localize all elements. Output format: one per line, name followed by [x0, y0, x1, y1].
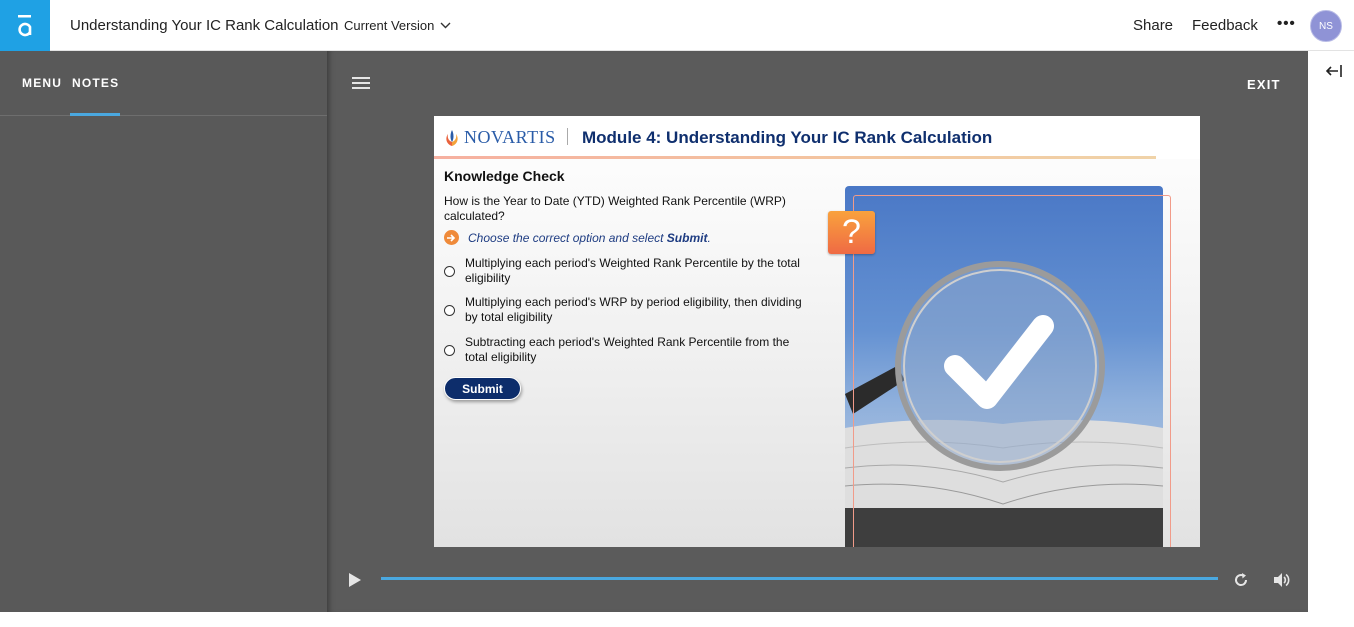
slide-header [434, 116, 1200, 159]
option-label: Multiplying each period's Weighted Rank Percentile by the total eligibility [465, 256, 800, 285]
novartis-brand [444, 127, 556, 148]
avatar[interactable]: NS [1310, 10, 1342, 42]
collapse-panel-icon[interactable] [1326, 64, 1344, 78]
play-icon[interactable] [347, 572, 363, 588]
photo-frame [853, 195, 1171, 547]
bottom-strip [0, 612, 1354, 627]
instruction-prefix: Choose the correct option and select [468, 230, 667, 245]
hamburger-menu-icon[interactable] [352, 77, 370, 89]
instruction-suffix: . [707, 230, 711, 245]
header-rule [434, 156, 1156, 159]
instruction-text [468, 231, 711, 245]
instruction-emphasis: Submit [666, 230, 708, 245]
radio-button[interactable] [444, 266, 455, 277]
replay-icon[interactable] [1232, 571, 1250, 589]
knowledge-check-heading: Knowledge Check [444, 168, 565, 184]
sidebar-divider [0, 115, 327, 116]
sidebar-panel [0, 51, 327, 612]
instruction [444, 230, 711, 245]
option-label: Subtracting each period's Weighted Rank Percentile from the total eligibility [465, 335, 790, 364]
question-text: How is the Year to Date (YTD) Weighted Rank Percentile (WRP) calculated? [444, 194, 786, 223]
radio-button[interactable] [444, 345, 455, 356]
share-button[interactable]: Share [1133, 17, 1174, 34]
chevron-down-icon [440, 22, 451, 29]
novartis-flame-icon [444, 129, 460, 147]
option-label: Multiplying each period's WRP by period eligibility, then dividing by total eligibility [465, 295, 802, 324]
top-bar [0, 0, 1354, 51]
version-label: Current Version [344, 18, 435, 33]
answer-option[interactable] [444, 295, 815, 325]
module-title: Module 4: Understanding Your IC Rank Calculation [582, 128, 993, 147]
tab-menu[interactable]: MENU [22, 76, 63, 90]
seek-bar-progress [381, 577, 1218, 580]
question-mark-badge: ? [828, 211, 875, 254]
tab-notes[interactable]: NOTES [72, 76, 120, 90]
answer-option[interactable] [444, 256, 815, 286]
radio-button[interactable] [444, 305, 455, 316]
arrow-right-icon [444, 230, 459, 245]
feedback-button[interactable]: Feedback [1192, 17, 1258, 34]
active-tab-indicator [70, 113, 120, 116]
seek-bar[interactable] [381, 577, 1218, 580]
volume-icon[interactable] [1273, 571, 1291, 589]
articulate-logo-icon[interactable] [0, 0, 50, 51]
course-player [327, 51, 1308, 612]
more-options-icon[interactable]: ••• [1277, 15, 1296, 32]
version-dropdown[interactable] [344, 18, 451, 33]
page-title: Understanding Your IC Rank Calculation [70, 17, 339, 34]
header-separator [567, 128, 568, 145]
right-rail [1308, 51, 1354, 612]
brand-name: NOVARTIS [464, 127, 556, 147]
submit-button[interactable]: Submit [444, 377, 521, 400]
slide [434, 116, 1200, 547]
exit-button[interactable]: EXIT [1247, 77, 1281, 92]
answer-option[interactable] [444, 335, 815, 365]
